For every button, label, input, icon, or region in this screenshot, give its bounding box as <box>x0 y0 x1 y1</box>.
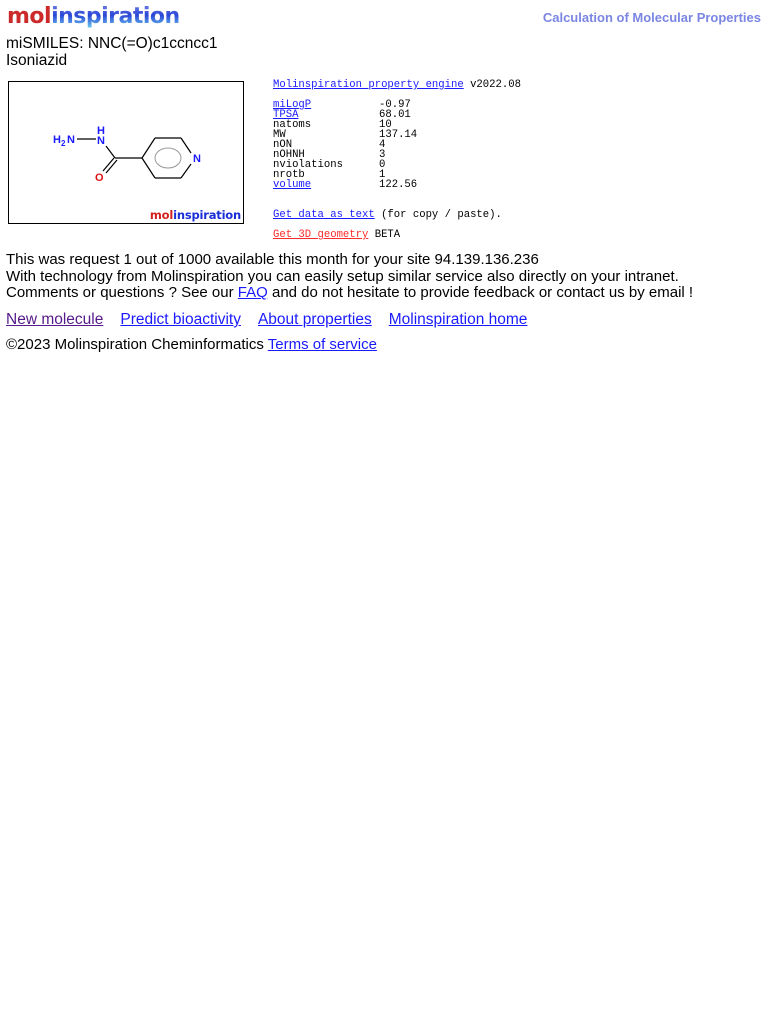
properties-panel <box>273 80 521 240</box>
comments-suffix: and do not hesitate to provide feedback or contact us by email ! <box>267 284 694 302</box>
get-3d-line <box>273 230 521 240</box>
property-engine-link[interactable]: Molinspiration property engine <box>273 79 464 91</box>
property-value-nviolations: 0 <box>379 159 386 171</box>
property-key-tpsa[interactable]: TPSA <box>273 109 299 121</box>
molecule-identity <box>6 35 217 69</box>
property-key-volume[interactable]: volume <box>273 179 312 191</box>
property-value-milogp: -0.97 <box>379 99 411 111</box>
atom-ring-nitrogen: N <box>193 153 201 165</box>
property-key-milogp[interactable]: miLogP <box>273 99 312 111</box>
molecule-name: Isoniazid <box>6 52 68 69</box>
terms-of-service-link[interactable]: Terms of service <box>267 336 377 353</box>
atom-h2n-h: H <box>53 134 61 146</box>
property-value-non: 4 <box>379 139 386 151</box>
atom-h2n-n: N <box>67 134 75 146</box>
molinspiration-home-link[interactable]: Molinspiration home <box>388 311 528 328</box>
watermark-mol-text: mol <box>149 208 174 222</box>
get-data-as-text-link[interactable]: Get data as text <box>273 209 375 221</box>
property-value-nrotb: 1 <box>379 169 386 181</box>
aromatic-circle <box>155 148 181 168</box>
comments-prefix: Comments or questions ? See our <box>6 284 238 302</box>
property-value-mw: 137.14 <box>379 129 418 141</box>
property-key-nohnh: nOHNH <box>273 149 305 161</box>
get-3d-geometry-link[interactable]: Get 3D geometry <box>273 229 369 241</box>
atom-nh-h: H <box>97 125 105 137</box>
ring-bond-1 <box>142 138 155 158</box>
copyright-text: ©2023 Molinspiration Cheminformatics <box>6 336 268 353</box>
molinspiration-logo[interactable] <box>7 4 180 30</box>
page-tagline: Calculation of Molecular Properties <box>542 10 761 25</box>
request-count-text: This was request 1 out of 1000 available this month for your site 94.139.136.236 <box>6 251 539 268</box>
nav-links <box>6 311 544 329</box>
property-value-natoms: 10 <box>379 119 392 131</box>
logo-mol-text: mol <box>7 4 52 29</box>
atom-nh-n: N <box>97 135 105 147</box>
ring-bond-3 <box>181 138 191 153</box>
comments-line <box>6 285 693 302</box>
request-info <box>6 252 693 302</box>
technology-text: With technology from Molinspiration you can easily setup similar service also directly on your intranet. <box>6 267 679 285</box>
property-value-tpsa: 68.01 <box>379 109 411 121</box>
logo-inspiration-text: inspiration <box>51 4 180 29</box>
atom-oxygen: O <box>95 172 104 184</box>
property-key-non: nON <box>273 139 293 151</box>
bond-c-o-1 <box>103 158 114 171</box>
property-row-nviolations <box>273 160 521 170</box>
faq-link[interactable]: FAQ <box>237 284 268 302</box>
property-key-nrotb: nrotb <box>273 169 305 181</box>
atom-h2n-subscript: 2 <box>61 139 66 148</box>
property-row-mw <box>273 130 521 140</box>
new-molecule-link[interactable]: New molecule <box>6 311 104 328</box>
bond-n-c <box>106 146 115 158</box>
beta-label: BETA <box>368 229 401 241</box>
page-footer <box>6 336 377 353</box>
engine-version: v2022.08 <box>463 79 521 91</box>
property-value-nohnh: 3 <box>379 149 386 161</box>
predict-bioactivity-link[interactable]: Predict bioactivity <box>120 311 241 328</box>
property-row-volume <box>273 180 521 190</box>
ring-bond-4 <box>181 164 191 178</box>
molecule-structure-image <box>8 81 244 224</box>
structure-watermark <box>150 208 241 222</box>
get-text-line <box>273 210 521 220</box>
watermark-inspiration-text: inspiration <box>173 208 241 222</box>
property-key-nviolations: nviolations <box>273 159 343 171</box>
property-key-natoms: natoms <box>273 119 312 131</box>
property-table <box>273 100 521 190</box>
property-value-volume: 122.56 <box>379 179 418 191</box>
ring-bond-6 <box>142 158 155 178</box>
about-properties-link[interactable]: About properties <box>257 311 372 328</box>
get-text-suffix: (for copy / paste). <box>374 209 502 221</box>
engine-line <box>273 80 521 90</box>
property-key-mw: MW <box>273 129 286 141</box>
smiles-line: miSMILES: NNC(=O)c1ccncc1 <box>6 35 218 52</box>
page-header <box>7 4 761 30</box>
property-row-non <box>273 140 521 150</box>
bond-c-o-2 <box>106 160 117 173</box>
structure-drawing <box>9 82 243 223</box>
